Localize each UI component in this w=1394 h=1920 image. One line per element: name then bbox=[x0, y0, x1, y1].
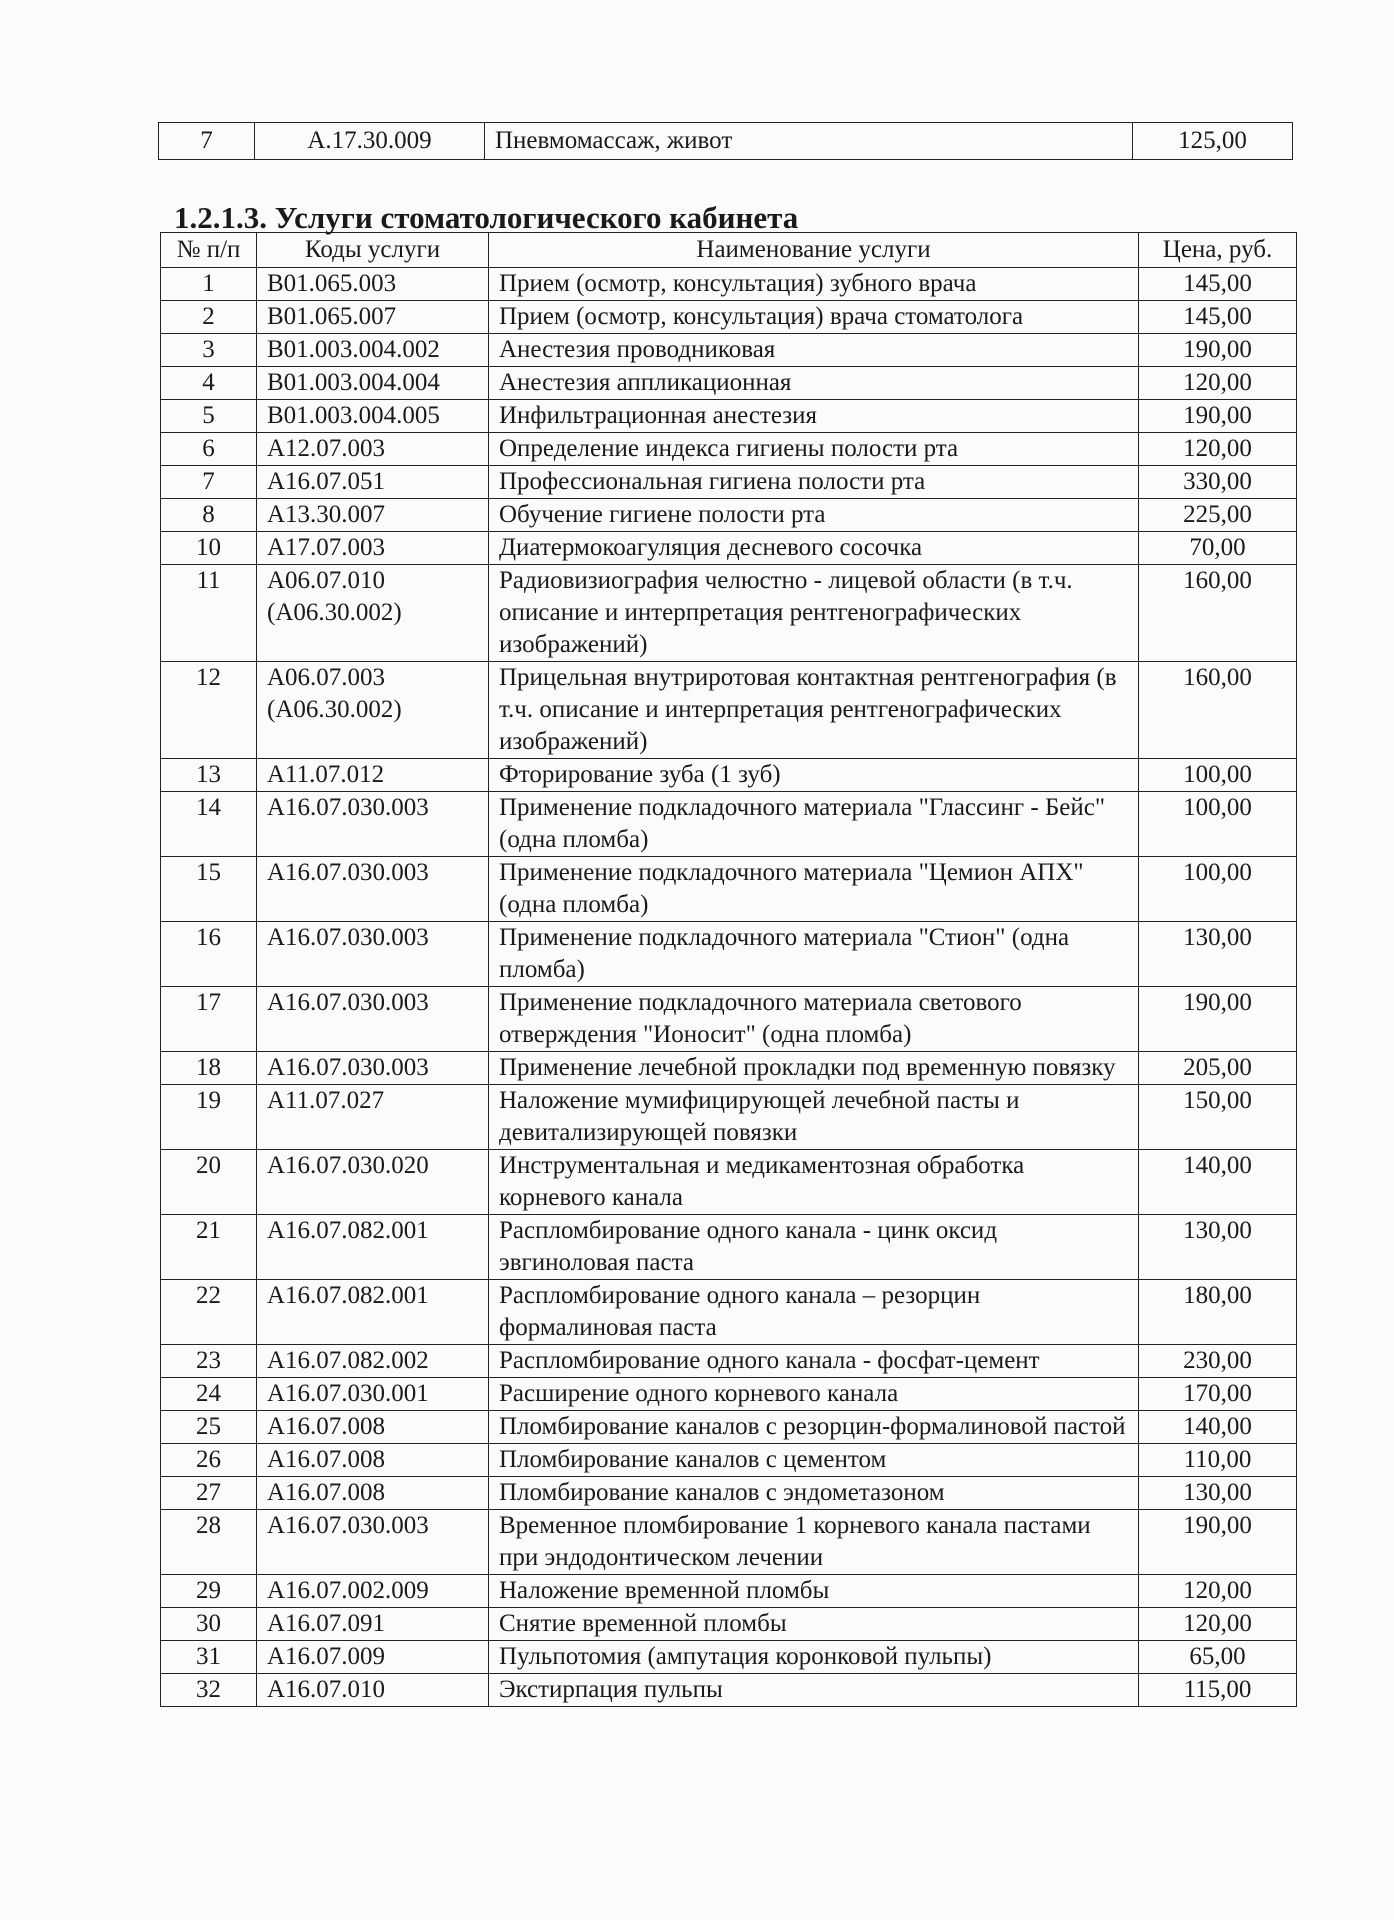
table-row bbox=[161, 1641, 1297, 1674]
row-number: 31 bbox=[161, 1641, 257, 1674]
service-price: 100,00 bbox=[1139, 857, 1297, 922]
row-number: 23 bbox=[161, 1345, 257, 1378]
service-price: 160,00 bbox=[1139, 662, 1297, 759]
row-number: 29 bbox=[161, 1575, 257, 1608]
service-price: 100,00 bbox=[1139, 759, 1297, 792]
service-code-primary: A16.07.030.003 bbox=[267, 1054, 429, 1081]
service-code-primary: B01.003.004.005 bbox=[267, 402, 440, 429]
row-number: 17 bbox=[161, 987, 257, 1052]
service-code bbox=[257, 499, 489, 532]
service-price: 130,00 bbox=[1139, 1215, 1297, 1280]
service-price: 230,00 bbox=[1139, 1345, 1297, 1378]
table-row bbox=[161, 1477, 1297, 1510]
row-number: 3 bbox=[161, 334, 257, 367]
table-body bbox=[161, 268, 1297, 1707]
service-code bbox=[257, 1641, 489, 1674]
service-name: Профессиональная гигиена полости рта bbox=[489, 466, 1139, 499]
service-code-primary: A16.07.082.002 bbox=[267, 1347, 429, 1374]
service-code bbox=[257, 400, 489, 433]
service-name: Пульпотомия (ампутация коронковой пульпы) bbox=[489, 1641, 1139, 1674]
table-row bbox=[161, 1345, 1297, 1378]
service-price: 130,00 bbox=[1139, 922, 1297, 987]
service-code-primary: A16.07.008 bbox=[267, 1479, 386, 1506]
section-title: 1.2.1.3. Услуги стоматологического кабинета bbox=[174, 200, 799, 235]
service-code bbox=[257, 662, 489, 759]
header-code: Коды услуги bbox=[257, 233, 489, 268]
table-row bbox=[161, 499, 1297, 532]
row-number: 12 bbox=[161, 662, 257, 759]
service-name: Применение подкладочного материала "Стион" (одна пломба) bbox=[489, 922, 1139, 987]
service-code-primary: A16.07.030.003 bbox=[267, 924, 429, 951]
service-code bbox=[257, 268, 489, 301]
table-row bbox=[161, 1280, 1297, 1345]
service-price: 115,00 bbox=[1139, 1674, 1297, 1707]
service-code bbox=[257, 1575, 489, 1608]
table-row bbox=[161, 1608, 1297, 1641]
service-code bbox=[257, 1280, 489, 1345]
service-code-primary: A16.07.009 bbox=[267, 1643, 386, 1670]
service-price: 170,00 bbox=[1139, 1378, 1297, 1411]
service-code-primary: A06.07.010 bbox=[267, 567, 386, 594]
service-code-primary: A12.07.003 bbox=[267, 435, 386, 462]
service-price: 190,00 bbox=[1139, 1510, 1297, 1575]
service-code-primary: B01.065.007 bbox=[267, 303, 397, 330]
service-code bbox=[257, 792, 489, 857]
service-price: 160,00 bbox=[1139, 565, 1297, 662]
service-code bbox=[257, 1477, 489, 1510]
table-row bbox=[161, 1575, 1297, 1608]
service-price: 140,00 bbox=[1139, 1150, 1297, 1215]
row-number: 6 bbox=[161, 433, 257, 466]
row-number: 7 bbox=[159, 123, 255, 160]
service-code-primary: A16.07.008 bbox=[267, 1446, 386, 1473]
service-code bbox=[257, 1378, 489, 1411]
row-number: 13 bbox=[161, 759, 257, 792]
header-name: Наименование услуги bbox=[489, 233, 1139, 268]
service-price: 120,00 bbox=[1139, 367, 1297, 400]
service-code-primary: A16.07.010 bbox=[267, 1676, 386, 1703]
table-row bbox=[161, 400, 1297, 433]
service-name: Экстирпация пульпы bbox=[489, 1674, 1139, 1707]
service-code-primary: A16.07.030.003 bbox=[267, 859, 429, 886]
service-name: Определение индекса гигиены полости рта bbox=[489, 433, 1139, 466]
service-name: Снятие временной пломбы bbox=[489, 1608, 1139, 1641]
row-number: 8 bbox=[161, 499, 257, 532]
row-number: 27 bbox=[161, 1477, 257, 1510]
table-row bbox=[161, 1215, 1297, 1280]
table-row bbox=[161, 1378, 1297, 1411]
table-row bbox=[161, 532, 1297, 565]
row-number: 22 bbox=[161, 1280, 257, 1345]
service-code-primary: A16.07.030.001 bbox=[267, 1380, 429, 1407]
service-code-primary: A16.07.008 bbox=[267, 1413, 386, 1440]
service-price: 330,00 bbox=[1139, 466, 1297, 499]
table-row bbox=[161, 1510, 1297, 1575]
table-row bbox=[161, 1444, 1297, 1477]
service-code-primary: B01.003.004.004 bbox=[267, 369, 440, 396]
row-number: 10 bbox=[161, 532, 257, 565]
service-name: Применение подкладочного материала "Глассинг - Бейс" (одна пломба) bbox=[489, 792, 1139, 857]
table-row bbox=[161, 565, 1297, 662]
service-code bbox=[257, 759, 489, 792]
service-code: А.17.30.009 bbox=[255, 123, 485, 160]
row-number: 18 bbox=[161, 1052, 257, 1085]
service-name: Пневмомассаж, живот bbox=[485, 123, 1133, 160]
service-code-primary: A16.07.082.001 bbox=[267, 1282, 429, 1309]
service-code-primary: A16.07.030.003 bbox=[267, 989, 429, 1016]
row-number: 21 bbox=[161, 1215, 257, 1280]
row-number: 5 bbox=[161, 400, 257, 433]
service-code bbox=[257, 466, 489, 499]
service-code-primary: B01.065.003 bbox=[267, 270, 397, 297]
service-name: Инструментальная и медикаментозная обработка корневого канала bbox=[489, 1150, 1139, 1215]
service-name: Анестезия проводниковая bbox=[489, 334, 1139, 367]
service-name: Фторирование зуба (1 зуб) bbox=[489, 759, 1139, 792]
service-name: Расширение одного корневого канала bbox=[489, 1378, 1139, 1411]
service-code-primary: A16.07.030.003 bbox=[267, 794, 429, 821]
service-code-primary: A16.07.051 bbox=[267, 468, 386, 495]
service-name: Распломбирование одного канала – резорцин формалиновая паста bbox=[489, 1280, 1139, 1345]
row-number: 4 bbox=[161, 367, 257, 400]
table-row bbox=[161, 987, 1297, 1052]
table-row bbox=[161, 367, 1297, 400]
previous-section-table bbox=[158, 122, 1293, 160]
service-name: Наложение мумифицирующей лечебной пасты и девитализирующей повязки bbox=[489, 1085, 1139, 1150]
service-code-primary: A11.07.027 bbox=[267, 1087, 385, 1114]
table-row bbox=[161, 759, 1297, 792]
service-price: 65,00 bbox=[1139, 1641, 1297, 1674]
service-name: Пломбирование каналов с цементом bbox=[489, 1444, 1139, 1477]
table-row bbox=[159, 123, 1293, 160]
service-name: Применение подкладочного материала "Цемион АПХ" (одна пломба) bbox=[489, 857, 1139, 922]
service-name: Пломбирование каналов с резорцин-формалиновой пастой bbox=[489, 1411, 1139, 1444]
row-number: 25 bbox=[161, 1411, 257, 1444]
service-name: Прием (осмотр, консультация) врача стоматолога bbox=[489, 301, 1139, 334]
service-price: 100,00 bbox=[1139, 792, 1297, 857]
service-price: 120,00 bbox=[1139, 433, 1297, 466]
service-code bbox=[257, 1510, 489, 1575]
service-price: 70,00 bbox=[1139, 532, 1297, 565]
row-number: 24 bbox=[161, 1378, 257, 1411]
table-row bbox=[161, 1085, 1297, 1150]
service-price: 150,00 bbox=[1139, 1085, 1297, 1150]
service-code bbox=[257, 1674, 489, 1707]
service-code-secondary: (A06.30.002) bbox=[267, 696, 402, 723]
row-number: 2 bbox=[161, 301, 257, 334]
table-row bbox=[161, 1411, 1297, 1444]
service-name: Прицельная внутриротовая контактная рентгенография (в т.ч. описание и интерпретация рентгенографических изображений) bbox=[489, 662, 1139, 759]
service-code bbox=[257, 433, 489, 466]
service-code bbox=[257, 1215, 489, 1280]
service-code bbox=[257, 1444, 489, 1477]
service-code-primary: A16.07.082.001 bbox=[267, 1217, 429, 1244]
service-code-secondary: (A06.30.002) bbox=[267, 599, 402, 626]
service-price: 145,00 bbox=[1139, 268, 1297, 301]
service-code-primary: A16.07.030.003 bbox=[267, 1512, 429, 1539]
row-number: 15 bbox=[161, 857, 257, 922]
service-name: Применение лечебной прокладки под временную повязку bbox=[489, 1052, 1139, 1085]
service-price: 190,00 bbox=[1139, 334, 1297, 367]
service-code-primary: B01.003.004.002 bbox=[267, 336, 440, 363]
service-code-primary: A16.07.030.020 bbox=[267, 1152, 429, 1179]
row-number: 32 bbox=[161, 1674, 257, 1707]
service-code bbox=[257, 1150, 489, 1215]
service-name: Распломбирование одного канала - фосфат-цемент bbox=[489, 1345, 1139, 1378]
service-code bbox=[257, 987, 489, 1052]
service-code bbox=[257, 1085, 489, 1150]
service-price: 190,00 bbox=[1139, 400, 1297, 433]
header-number: № п/п bbox=[161, 233, 257, 268]
service-price: 110,00 bbox=[1139, 1444, 1297, 1477]
service-name: Наложение временной пломбы bbox=[489, 1575, 1139, 1608]
service-price: 205,00 bbox=[1139, 1052, 1297, 1085]
service-code bbox=[257, 532, 489, 565]
table-row bbox=[161, 1674, 1297, 1707]
service-price: 125,00 bbox=[1133, 123, 1293, 160]
table-row bbox=[161, 433, 1297, 466]
table-row bbox=[161, 334, 1297, 367]
service-price: 225,00 bbox=[1139, 499, 1297, 532]
service-code bbox=[257, 1345, 489, 1378]
dental-services-table bbox=[160, 232, 1297, 1707]
service-name: Прием (осмотр, консультация) зубного врача bbox=[489, 268, 1139, 301]
row-number: 7 bbox=[161, 466, 257, 499]
service-code bbox=[257, 1052, 489, 1085]
row-number: 1 bbox=[161, 268, 257, 301]
service-price: 190,00 bbox=[1139, 987, 1297, 1052]
table-row bbox=[161, 1150, 1297, 1215]
service-code bbox=[257, 367, 489, 400]
table-row bbox=[161, 922, 1297, 987]
service-code bbox=[257, 301, 489, 334]
service-name: Анестезия аппликационная bbox=[489, 367, 1139, 400]
service-code bbox=[257, 1608, 489, 1641]
service-name: Распломбирование одного канала - цинк оксид эвгиноловая паста bbox=[489, 1215, 1139, 1280]
table-header-row bbox=[161, 233, 1297, 268]
table-row bbox=[161, 662, 1297, 759]
service-price: 145,00 bbox=[1139, 301, 1297, 334]
service-price: 120,00 bbox=[1139, 1608, 1297, 1641]
service-price: 140,00 bbox=[1139, 1411, 1297, 1444]
service-code bbox=[257, 334, 489, 367]
table-row bbox=[161, 857, 1297, 922]
service-code bbox=[257, 565, 489, 662]
table-row bbox=[161, 466, 1297, 499]
service-name: Временное пломбирование 1 корневого канала пастами при эндодонтическом лечении bbox=[489, 1510, 1139, 1575]
service-price: 180,00 bbox=[1139, 1280, 1297, 1345]
row-number: 26 bbox=[161, 1444, 257, 1477]
table-row bbox=[161, 792, 1297, 857]
row-number: 11 bbox=[161, 565, 257, 662]
row-number: 28 bbox=[161, 1510, 257, 1575]
service-code-primary: A13.30.007 bbox=[267, 501, 386, 528]
service-code-primary: A16.07.002.009 bbox=[267, 1577, 429, 1604]
row-number: 19 bbox=[161, 1085, 257, 1150]
row-number: 20 bbox=[161, 1150, 257, 1215]
service-name: Инфильтрационная анестезия bbox=[489, 400, 1139, 433]
service-price: 120,00 bbox=[1139, 1575, 1297, 1608]
service-code-primary: A06.07.003 bbox=[267, 664, 386, 691]
service-code-primary: A17.07.003 bbox=[267, 534, 386, 561]
service-code bbox=[257, 922, 489, 987]
row-number: 16 bbox=[161, 922, 257, 987]
service-code bbox=[257, 857, 489, 922]
service-price: 130,00 bbox=[1139, 1477, 1297, 1510]
table-row bbox=[161, 1052, 1297, 1085]
row-number: 14 bbox=[161, 792, 257, 857]
service-name: Пломбирование каналов с эндометазоном bbox=[489, 1477, 1139, 1510]
table-row bbox=[161, 268, 1297, 301]
service-name: Диатермокоагуляция десневого сосочка bbox=[489, 532, 1139, 565]
header-price: Цена, руб. bbox=[1139, 233, 1297, 268]
service-name: Применение подкладочного материала светового отверждения "Ионосит" (одна пломба) bbox=[489, 987, 1139, 1052]
row-number: 30 bbox=[161, 1608, 257, 1641]
table-row bbox=[161, 301, 1297, 334]
service-code-primary: A11.07.012 bbox=[267, 761, 385, 788]
service-code bbox=[257, 1411, 489, 1444]
service-name: Радиовизиография челюстно - лицевой области (в т.ч. описание и интерпретация рентгенографических изображений) bbox=[489, 565, 1139, 662]
service-code-primary: A16.07.091 bbox=[267, 1610, 386, 1637]
service-name: Обучение гигиене полости рта bbox=[489, 499, 1139, 532]
